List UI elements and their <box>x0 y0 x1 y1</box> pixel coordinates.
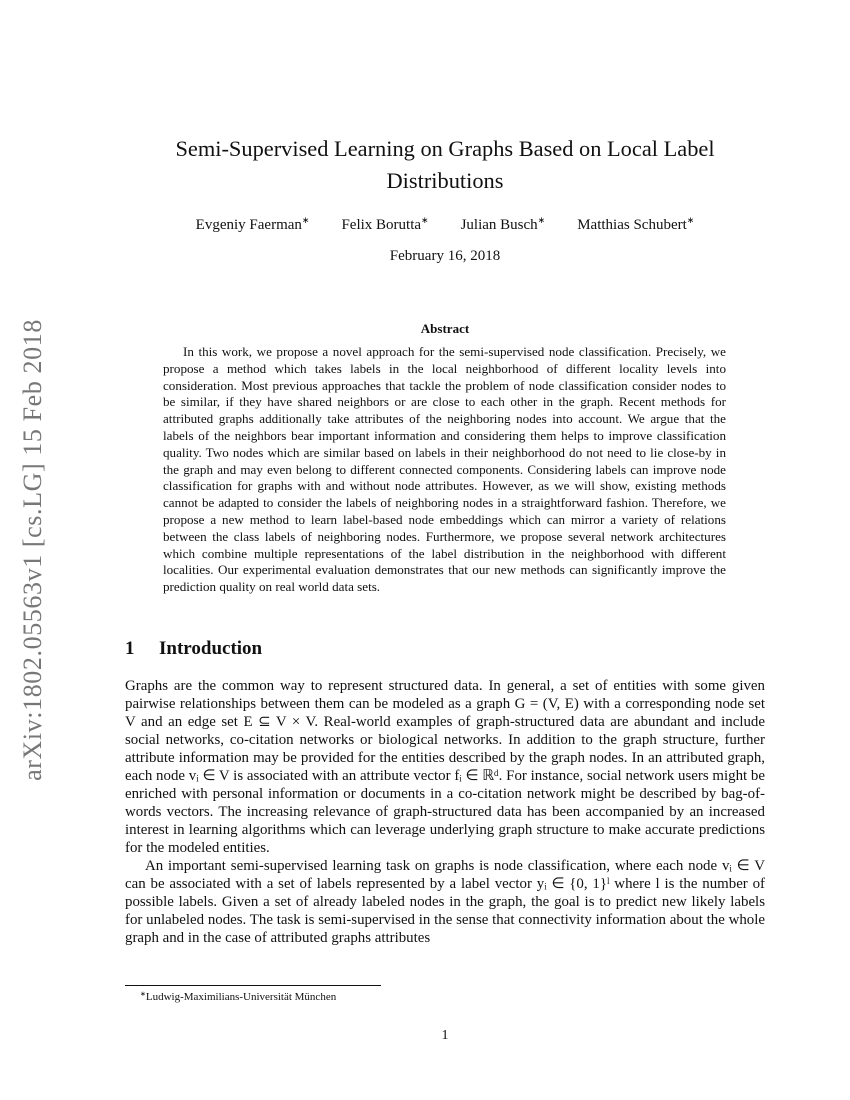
paper-title: Semi-Supervised Learning on Graphs Based on Local Label Distributions <box>175 136 715 193</box>
abstract-heading: Abstract <box>420 321 470 336</box>
arxiv-identifier-text: arXiv:1802.05563v1 [cs.LG] 15 Feb 2018 <box>18 319 48 781</box>
section-heading <box>125 638 262 660</box>
author: Matthias Schubert∗ <box>577 215 695 233</box>
section-number: 1 <box>125 638 135 659</box>
introduction-body <box>125 677 765 947</box>
author: Julian Busch∗ <box>460 215 546 233</box>
author-list <box>125 215 765 234</box>
publication-date: February 16, 2018 <box>389 248 501 264</box>
paragraph: Graphs are the common way to represent structured data. In general, a set of entities with some given pairwise relationships between them can be modeled as a graph G = (V, E) with a corresponding node set V and an edge set E ⊆ V × V. Real-world examples of graph-structured data are abundant and include social networks, co-citation networks or biological networks. In addition to the graph structure, further attribute information may be provided for the entities described by the graph nodes. In an attributed graph, each node vᵢ ∈ V is associated with an attribute vector fᵢ ∈ ℝᵈ. For instance, social network users might be enriched with personal information or documents in a co-citation network might be described by bag-of-words vectors. The increasing relevance of graph-structured data has been accompanied by an increased interest in learning algorithms which can leverage underlying graph structure to make accurate predictions for the modeled entities. <box>125 678 765 856</box>
footnote-divider <box>125 985 381 986</box>
footnote-mark: ∗ <box>140 990 146 998</box>
author: Felix Borutta∗ <box>341 215 429 233</box>
section-title: Introduction <box>159 638 263 659</box>
author: Evgeniy Faerman∗ <box>195 215 310 233</box>
paragraph: An important semi-supervised learning task on graphs is node classification, where each node vᵢ ∈ V can be associated with a set of labels represented by a label vector yᵢ ∈ {0, 1}ˡ where l is the number of possible labels. Given a set of already labeled nodes in the graph, the goal is to predict new likely labels for unlabeled nodes. The task is semi-supervised in the sense that connectivity information about the whole graph and in the case of attributed graphs attributes <box>125 858 765 946</box>
page-number: 1 <box>441 1028 449 1043</box>
arxiv-identifier-stamp <box>2 290 64 810</box>
footnote <box>140 990 336 1003</box>
abstract-text: In this work, we propose a novel approach for the semi-supervised node classification. Precisely, we propose a method which takes labels in the local neighborhood of different locality levels into consideration. Most previous approaches that tackle the problem of node classification consider nodes to be similar, if they have shared neighbors or are close to each other in the graph. Recent methods for attributed graphs additionally take attributes of the neighboring nodes into account. We argue that the labels of the neighbors bear important information and considering them helps to improve classification quality. Two nodes which are similar based on labels in their neighborhood do not need to lie close-by in the graph and may even belong to different connected components. Considering labels can improve node classification for graphs with and without node attributes. However, as we will show, existing methods cannot be adapted to consider the labels of neighboring nodes in a straightforward fashion. Therefore, we propose a new method to learn label-based node embeddings which can mirror a variety of relations between the class labels of neighboring nodes. Furthermore, we propose several network architectures which combine multiple representations of the label distribution in the neighborhood with different localities. Our experimental evaluation demonstrates that our new methods can significantly improve the prediction quality on real world data sets. <box>163 344 726 595</box>
footnote-text: Ludwig-Maximilians-Universität München <box>145 991 337 1003</box>
